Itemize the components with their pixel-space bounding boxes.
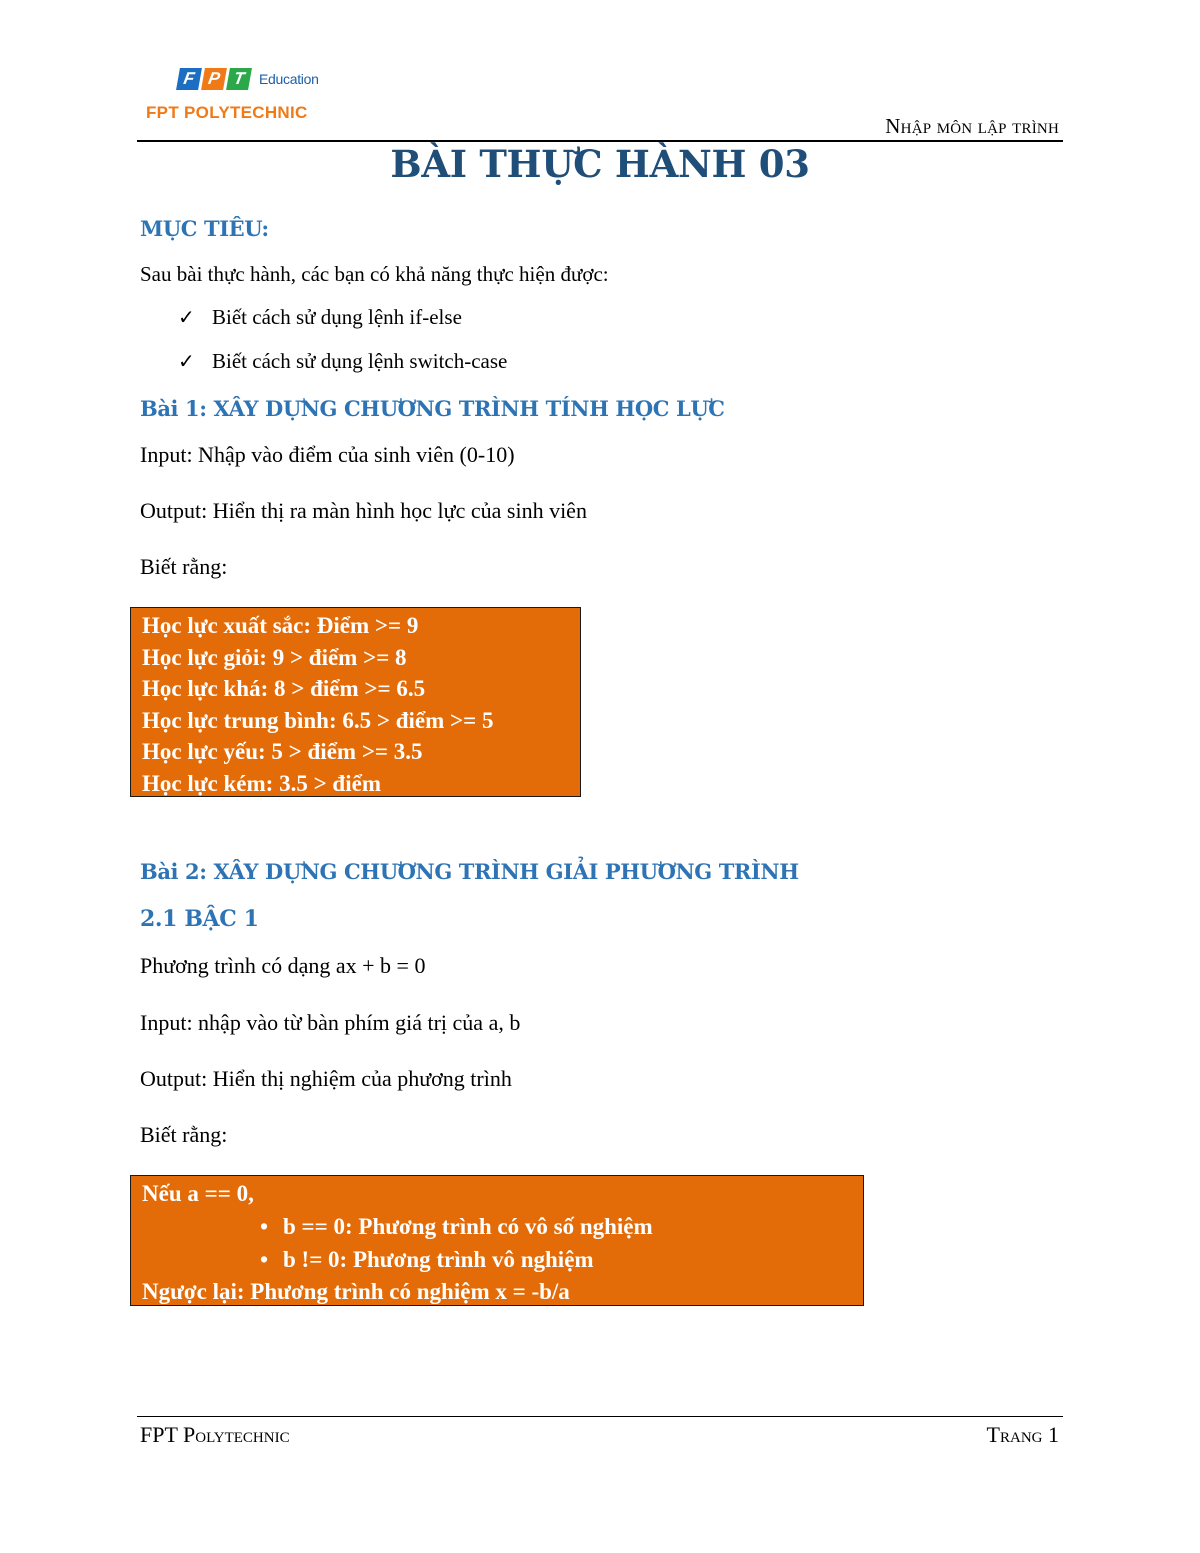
grade-rule: Học lực giỏi: 9 > điểm >= 8 [142,644,407,670]
objective-item [178,349,507,374]
equation-otherwise: Ngược lại: Phương trình có nghiệm x = -b/a [142,1278,570,1304]
fpt-logo [178,64,319,94]
objectives-intro: Sau bài thực hành, các bạn có khả năng thực hiện được: [140,262,609,286]
bai1-heading: Bài 1: XÂY DỰNG CHƯƠNG TRÌNH TÍNH HỌC LỰC [140,396,725,421]
bullet-text: b == 0: Phương trình có vô số nghiệm [283,1213,653,1239]
objective-text: Biết cách sử dụng lệnh if-else [212,305,462,329]
bai2-known: Biết rằng: [140,1122,228,1147]
page-title: BÀI THỰC HÀNH 03 [390,142,810,186]
logo-letter-t: T [226,68,252,90]
logo-polytechnic-text: FPT POLYTECHNIC [146,103,308,122]
logo-education-text: Education [259,71,319,87]
bai2-subheading: 2.1 BẬC 1 [140,906,259,932]
logo-letter-p: P [201,68,227,90]
bai2-heading: Bài 2: XÂY DỰNG CHƯƠNG TRÌNH GIẢI PHƯƠNG TRÌNH [140,859,799,884]
bullet-text: b != 0: Phương trình vô nghiệm [283,1246,594,1272]
bai1-output: Output: Hiển thị ra màn hình học lực của sinh viên [140,498,587,523]
bai2-input: Input: nhập vào từ bàn phím giá trị của a, b [140,1010,521,1035]
footer-page-number: Trang 1 [986,1422,1059,1447]
course-title: Nhập môn lập trình [885,114,1059,138]
checkmark-icon: ✓ [178,307,195,329]
bullet-icon: • [260,1213,269,1239]
list-item [142,1243,863,1276]
bai2-output: Output: Hiển thị nghiệm của phương trình [140,1066,512,1091]
bai1-input: Input: Nhập vào điểm của sinh viên (0-10) [140,442,515,467]
objectives-heading: MỤC TIÊU: [140,216,269,241]
equation-condition: Nếu a == 0, [142,1181,254,1206]
objective-text: Biết cách sử dụng lệnh switch-case [212,349,508,373]
grade-rule: Học lực trung bình: 6.5 > điểm >= 5 [142,707,494,733]
grade-rule: Học lực khá: 8 > điểm >= 6.5 [142,676,426,701]
footer-left: FPT Polytechnic [140,1422,290,1447]
grade-rule: Học lực xuất sắc: Điểm >= 9 [142,613,419,638]
list-item [142,1210,863,1243]
grade-rules-box [130,607,581,797]
grade-rule: Học lực kém: 3.5 > điểm [142,770,381,796]
bullet-icon: • [260,1246,269,1272]
checkmark-icon: ✓ [178,351,195,373]
equation-rules-box [130,1175,864,1306]
bai1-known: Biết rằng: [140,554,228,579]
footer-divider [137,1416,1063,1417]
logo-letter-f: F [176,68,202,90]
grade-rule: Học lực yếu: 5 > điểm >= 3.5 [142,739,423,764]
objective-item [178,305,462,330]
bai2-form: Phương trình có dạng ax + b = 0 [140,953,426,978]
equation-bullet-list [142,1210,863,1276]
